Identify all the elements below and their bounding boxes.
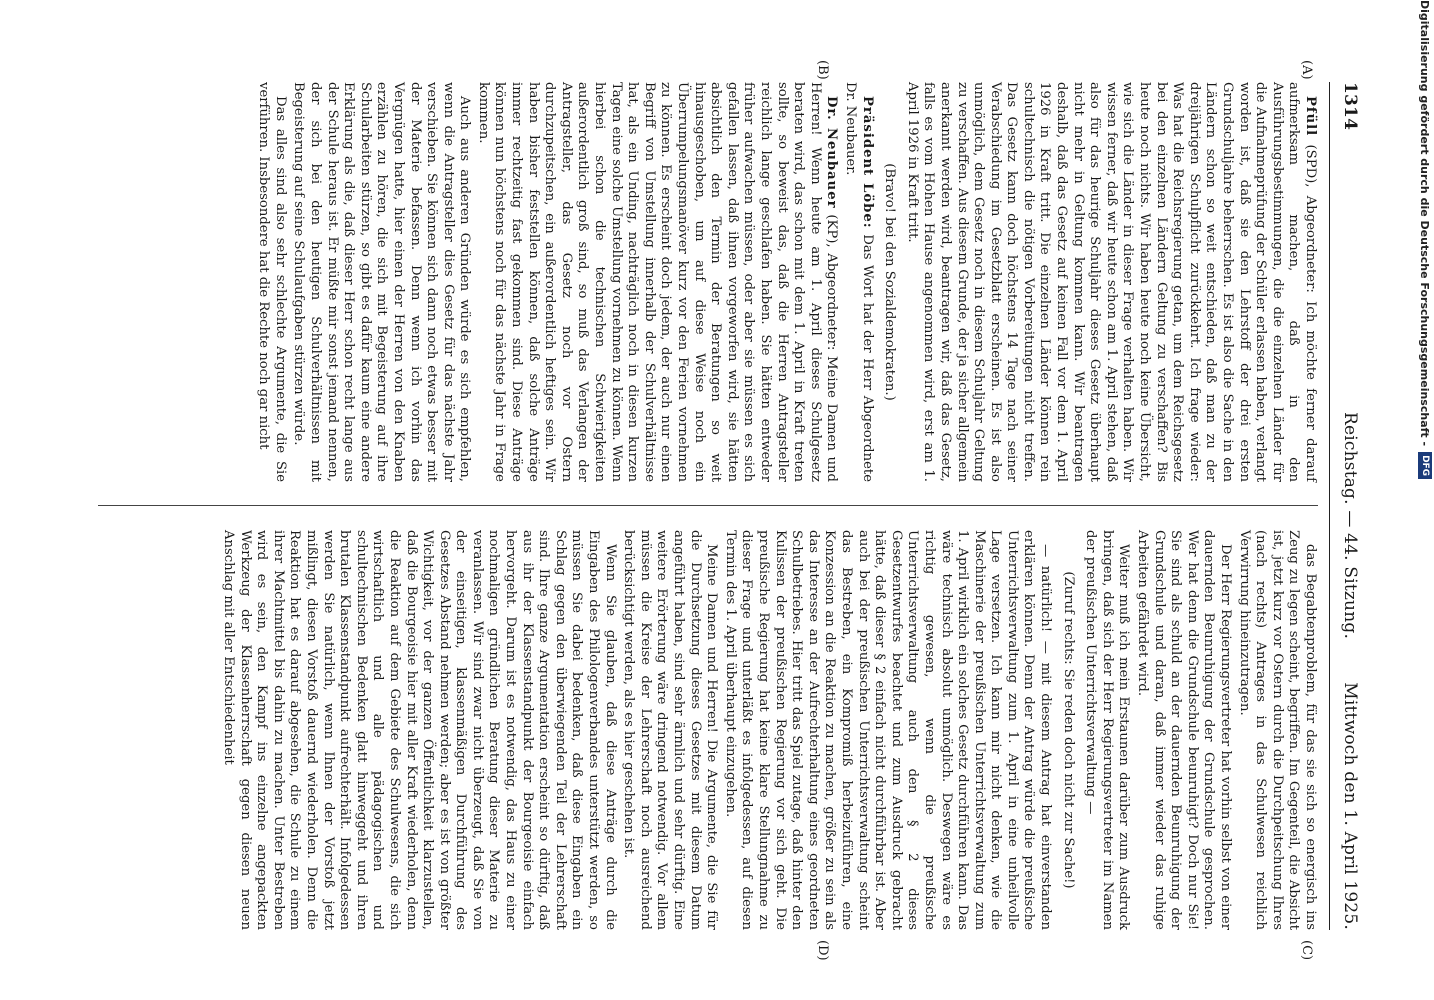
column-divider [98,505,1318,506]
page-header [1336,82,1360,930]
interjection: (Bravo! bei den Sozialdemokraten.) [882,163,898,401]
right-column [217,530,1318,930]
paragraph-text: — natürlich! — mit diesem Antrag hat einverstanden erklären können. Denn der Antrag würde die preußische Unterrichtsverwaltung zum 1. April in eine unheilvolle Lage versetzen. Ich kann mir nicht denken, wie die Maschinerie der preußischen Unterrichtsverwaltung zum 1. April wirklich ein solches Gesetz durchführen kann. Das wäre technisch absolut unmöglich. Deswegen wäre es richtig gewesen, wenn die preußische Unterrichtsverwaltung auch den § 2 dieses Gesetzentwurfes beachtet und zum Ausdruck gebracht hätte, daß dieser § 2 einfach nicht durchführbar ist. Aber auch bei der preußischen Unterrichtsverwaltung scheint das Bestreben, ein Kompromiß herbeizuführen, eine Konzession an die Reaktion zu machen, größer zu sein als das Interesse an der Aufrechterhaltung eines geordneten Schulbetriebes. Hier tritt das Spiel zutage, daß hinter den Kulissen der preußischen Regierung vor sich geht. Die preußische Regierung hat keine klare Stellungnahme zu dieser Frage und unterläßt es infolgedessen, auf diesen Termin des 1. April überhaupt einzugehen. [722,530,1054,930]
margin-marker-d: (D) [815,940,830,961]
interjection: (Zuruf rechts: Sie reden doch nicht zur Sache!) [1060,571,1076,889]
header-rule [1329,82,1330,930]
session-date: Mittwoch den 1. April 1925. [1340,682,1360,930]
margin-marker-c: (C) [1299,940,1314,961]
dfg-logo: DFG [1418,452,1432,479]
paragraph [721,530,1053,930]
speaker-name: Dr. Neubauer [824,96,840,209]
paragraph [474,82,839,482]
paragraph [903,82,1318,482]
paragraph-text: Meine Damen und Herren! Die Argumente, die Sie für die Durchsetzung dieses Gesetzes mit diesem Datum angeführt haben, sind sehr ärmlich und sehr dürftig. Eine weitere Erörterung wäre dringend notwendig. Vor allem müssen die Kreise der Lehrerschaft noch ausreichend berücksichtigt werden, als es hier geschehen ist. [621,530,720,930]
page-number: 1314 [1340,82,1360,131]
paragraph-text: (KP), Abgeordneter: Meine Damen und Herren! Wenn heute am 1. April dieses Schulgesetz beraten wird, das schon mit dem 1. April in Kraft treten sollte, so beweist das, daß die Herren Antragsteller reichlich lange geschlafen haben. Sie hätten entweder früher aufwachen müssen, oder aber sie müssen es sich gefallen lassen, daß ihnen vorgeworfen wird, sie hätten absichtlich den Termin der Beratungen so weit hinausgeschoben, um auf diese Weise noch ein Überrumpelungsmanöver kurz vor den Ferien vornehmen zu können. Es erscheint doch jedem, der auch nur einen Begriff von Umstellung innerhalb der Schulverhältnisse hat, als ein Unding, nachträglich noch in diesen kurzen Tagen eine solche Umstellung vornehmen zu können. Wenn hierbei schon die technischen Schwierigkeiten außerordentlich groß sind, so muß das Verlangen der Antragsteller, das Gesetz noch vor Ostern durchzupeitschen, ein außerordentlich heftiges sein. Wir haben bisher feststellen können, daß solche Anträge immer rechtzeitig fast gekommen sind. Diese Anträge können nun höchstens noch für das nächste Jahr in Frage kommen. [475,82,840,482]
paragraph [290,82,473,482]
paragraph [1133,530,1233,930]
paragraph-text: Wenn Sie glauben, daß diese Anträge durch die Eingaben des Philologenverbandes unterstützt werden, so müssen Sie dabei bedenken, daß diese Eingaben ein Schlag gegen den überwiegenden Teil der Lehrerschaft sind. Ihre ganze Argumentation erscheint so dürftig, daß aus ihr der Klassenstandpunkt der Bourgeoisie einfach hervorgeht. Darum ist es notwendig, das Haus zu einer nochmaligen gründlichen Beratung dieser Materie zu veranlassen. Wir sind zwar nicht überzeugt, daß Sie von der einseitigen, klassenmäßigen Durchführung des Gesetzes Abstand nehmen werden; aber es ist von größter Wichtigkeit, vor der ganzen Öffentlichkeit klarzustellen, daß die Bourgeoisie hier mit aller Kraft wiederholen, denn die Reaktion auf dem Gebiete des Schulwesens, die sich wirtschaftlich und alle pädagogischen und schultechnischen Bedenken glatt hinweggeht und ihren brutalen Klassenstandpunkt aufrechterhält. Infolgedessen werden Sie natürlich, wenn Ihnen der Vorstoß jetzt mißlingt, diesen Vorstoß dauernd wiederholen. Denn die Reaktion hat es darauf abgesehen, die Schule zu einem ihrer Machtmittel bis dahin zu machen. Unter Bestreben wird es sein, den Kampf ins einzelne angepackten Werkzeug der Klassenherrschaft gegen diesen neuen Anschlag mit aller Entschiedenheit [221,530,618,930]
paragraph [255,82,288,482]
paragraph [219,530,617,930]
paragraph-text: Weiter muß ich mein Erstaunen darüber zum Ausdruck bringen, daß sich der Herr Regierungsvertreter im Namen der preußischen Unterrichtsverwaltung — [1083,530,1132,930]
margin-marker-b: (B) [815,60,830,80]
paragraph-text: (SPD), Abgeordneter: Ich möchte ferner darauf aufmerksam machen, daß in den Ausführungsbestimmungen, die die einzelnen Länder für die Aufnahmeprüfung der Schüler erlassen haben, verlangt worden ist, daß sie den Lehrstoff der drei ersten Grundschuljahre beherrschen. Es ist also die Sache in den Ländern schon so weit entschieden, daß man zu der dreijährigen Schulpflicht zurückkehrt. Ich frage wieder: Was hat die Reichsregierung getan, um dem Reichsgesetz bei den einzelnen Ländern Geltung zu verschaffen? Bis heute noch nichts. Wir haben heute noch keine Übersicht, wie sich die Länder in dieser Frage verhalten haben. Wir wissen ferner, daß wir heute schon am 1. April stehen, daß also für das heurige Schuljahr dieses Gesetz überhaupt nicht mehr in Geltung kommen kann. Wir beantragen deshalb, daß das Gesetz auf keinen Fall vor dem 1. April 1926 in Kraft tritt. Die einzelnen Länder können rein schultechnisch die nötigen Vorbereitungen nicht treffen. Das Gesetz kann doch höchstens 14 Tage nach seiner Verabschiedung im Gesetzblatt erscheinen. Es ist also unmöglich, dem Gesetz noch in diesem Schuljahr Geltung zu verschaffen. Aus diesem Grunde, der ja sicher allgemein anerkannt werden wird, beantragen wir, daß das Gesetz, falls es vom Hohen Hause angenommen wird, erst am 1. April 1926 in Kraft tritt. [904,82,1318,482]
paragraph [1082,530,1132,930]
paragraph-text: Das Wort hat der Herr Abgeordnete Dr. Neubauer. [842,82,875,482]
paragraph-text: Der Herr Regierungsvertreter hat vorhin selbst von einer dauernden Beunruhigung der Grundschule gesprochen. Wer hat denn die Grundschule beunruhigt? Doch nur Sie! Sie sind als schuld an der dauernden Beunruhigung der Grundschule und daran, daß immer wieder das ruhige Arbeiten gefährdet wird. [1135,530,1234,930]
paragraph [841,82,874,482]
paragraph-text: Auch aus anderen Gründen würde es sich empfehlen, wenn die Antragsteller dies Gesetz für das nächste Jahr verschieben. Sie können sich dann noch etwas besser mit der Materie befassen. Denn wenn ich vorhin das Vergnügen hatte, hier einen der Herren von den Knaben erzählen zu hören, die sich mit Begeisterung auf ihre Schularbeiten stürzen, so gibt es dafür kaum eine andere Erklärung als die, daß dieser Herr schon recht lange aus der Schule heraus ist. Er müßte mir sonst jemand nennen, der sich bei den heutigen Schulverhältnissen mit Begeisterung auf seine Schulaufgaben stürzen würde. [291,82,473,482]
paragraph-text: das Begabtenproblem, für das sie sich so energisch ins Zeug zu legen scheint, begriffen. Im Gegenteil, die Absicht ist, jetzt kurz vor Ostern durch die Durchpeitschung Ihres (nach rechts) Antrages in das Schulwesen reichlich Verwirrung hineinzutragen. [1236,530,1318,930]
speaker-name: Pfüll [1303,96,1318,137]
paragraph [620,530,720,930]
margin-marker-a: (A) [1299,60,1314,80]
left-column [253,82,1318,482]
footer-credit [1416,0,1434,1000]
paragraph-text: Das alles sind also sehr schlechte Argumente, die Sie verführen. Insbesondere hat die Rechte noch gar nicht [256,82,288,482]
speaker-name: Präsident Löbe: [859,96,875,229]
footer-text: Digitalisierung gefördert durch die Deutsche Forschungsgemeinschaft - [1418,0,1432,447]
session-title: Reichstag. — 44. Sitzung. [1340,412,1360,640]
paragraph [1235,530,1318,930]
